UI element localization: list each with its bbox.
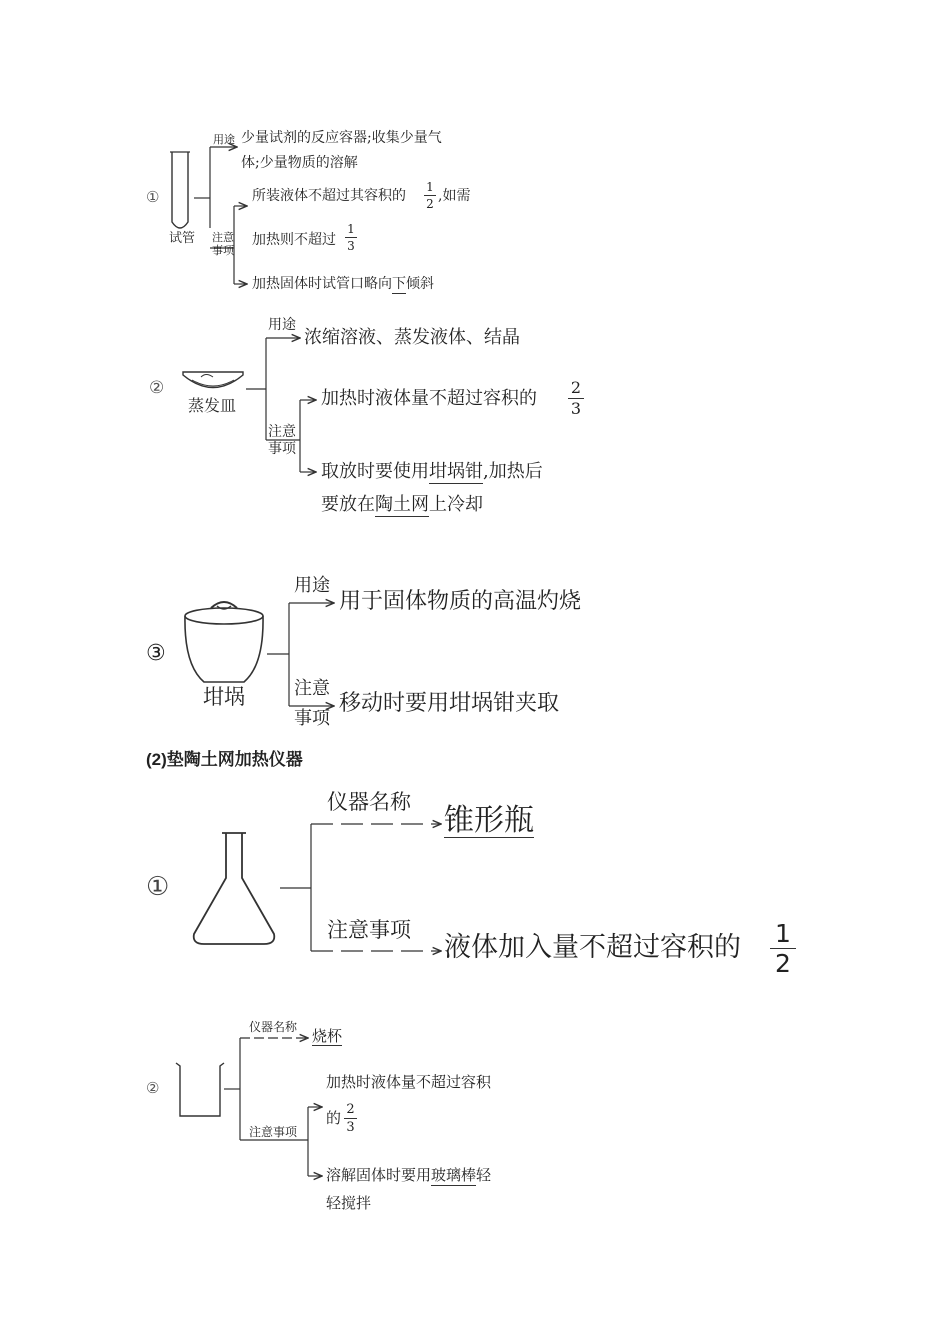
note-text: 溶解固体时要用玻璃棒轻 [326,1166,492,1184]
note-text: 加热则不超过 [252,232,336,248]
crucible-icon [185,602,263,682]
note-text: 移动时要用坩埚钳夹取 [339,691,560,716]
fraction: 1 2 [424,181,436,210]
conical-flask-icon [194,833,275,944]
evaporating-dish-icon [183,372,243,388]
note-text: 的 [326,1109,342,1127]
item-number: ① [146,188,160,206]
fraction: 1 2 [770,921,796,976]
item-number: ① [146,872,170,902]
item-number: ② [146,1079,160,1097]
note-label: 事项 [294,708,330,729]
item-number: ③ [146,641,166,666]
use-label: 用途 [213,133,235,146]
instrument-name: 试管 [169,231,196,246]
note-text: 加热固体时试管口略向下倾斜 [252,276,434,292]
use-text: 少量试剂的反应容器;收集少量气 [241,130,442,146]
note-label: 注意事项 [249,1125,298,1139]
note-label: 注意事项 [327,918,411,942]
fraction: 1 3 [345,223,357,252]
note-text: 取放时要使用坩埚钳,加热后 [321,461,543,482]
name-value: 烧杯 [312,1027,343,1045]
item-number: ② [149,378,165,398]
name-label: 仪器名称 [327,790,411,814]
use-text: 浓缩溶液、蒸发液体、结晶 [304,327,520,348]
beaker-icon [176,1063,224,1116]
note-text: 加热时液体量不超过容积的 [321,388,537,409]
note-label: 事项 [212,244,234,257]
use-label: 用途 [268,317,296,333]
note-text: 要放在陶土网上冷却 [321,494,483,515]
test-tube-icon [172,152,188,228]
fraction: 2 3 [344,1103,357,1134]
use-label: 用途 [294,575,330,596]
instrument-name: 坩埚 [203,685,245,709]
fraction: 2 3 [568,380,584,417]
section-heading: (2)垫陶土网加热仪器 [146,750,303,769]
note-text: ,如需 [438,188,471,204]
name-value: 锥形瓶 [444,803,534,838]
instrument-name: 蒸发皿 [188,396,237,415]
note-text: 轻搅拌 [326,1194,372,1212]
note-label: 事项 [268,441,296,457]
note-label: 注意 [268,424,296,440]
note-text: 所装液体不超过其容积的 [252,188,406,204]
use-text: 体;少量物质的溶解 [241,155,358,171]
note-label: 注意 [212,231,234,244]
note-text: 液体加入量不超过容积的 [444,932,741,963]
name-label: 仪器名称 [249,1020,298,1034]
use-text: 用于固体物质的高温灼烧 [339,589,582,614]
note-label: 注意 [294,678,330,699]
note-text: 加热时液体量不超过容积 [326,1073,492,1091]
